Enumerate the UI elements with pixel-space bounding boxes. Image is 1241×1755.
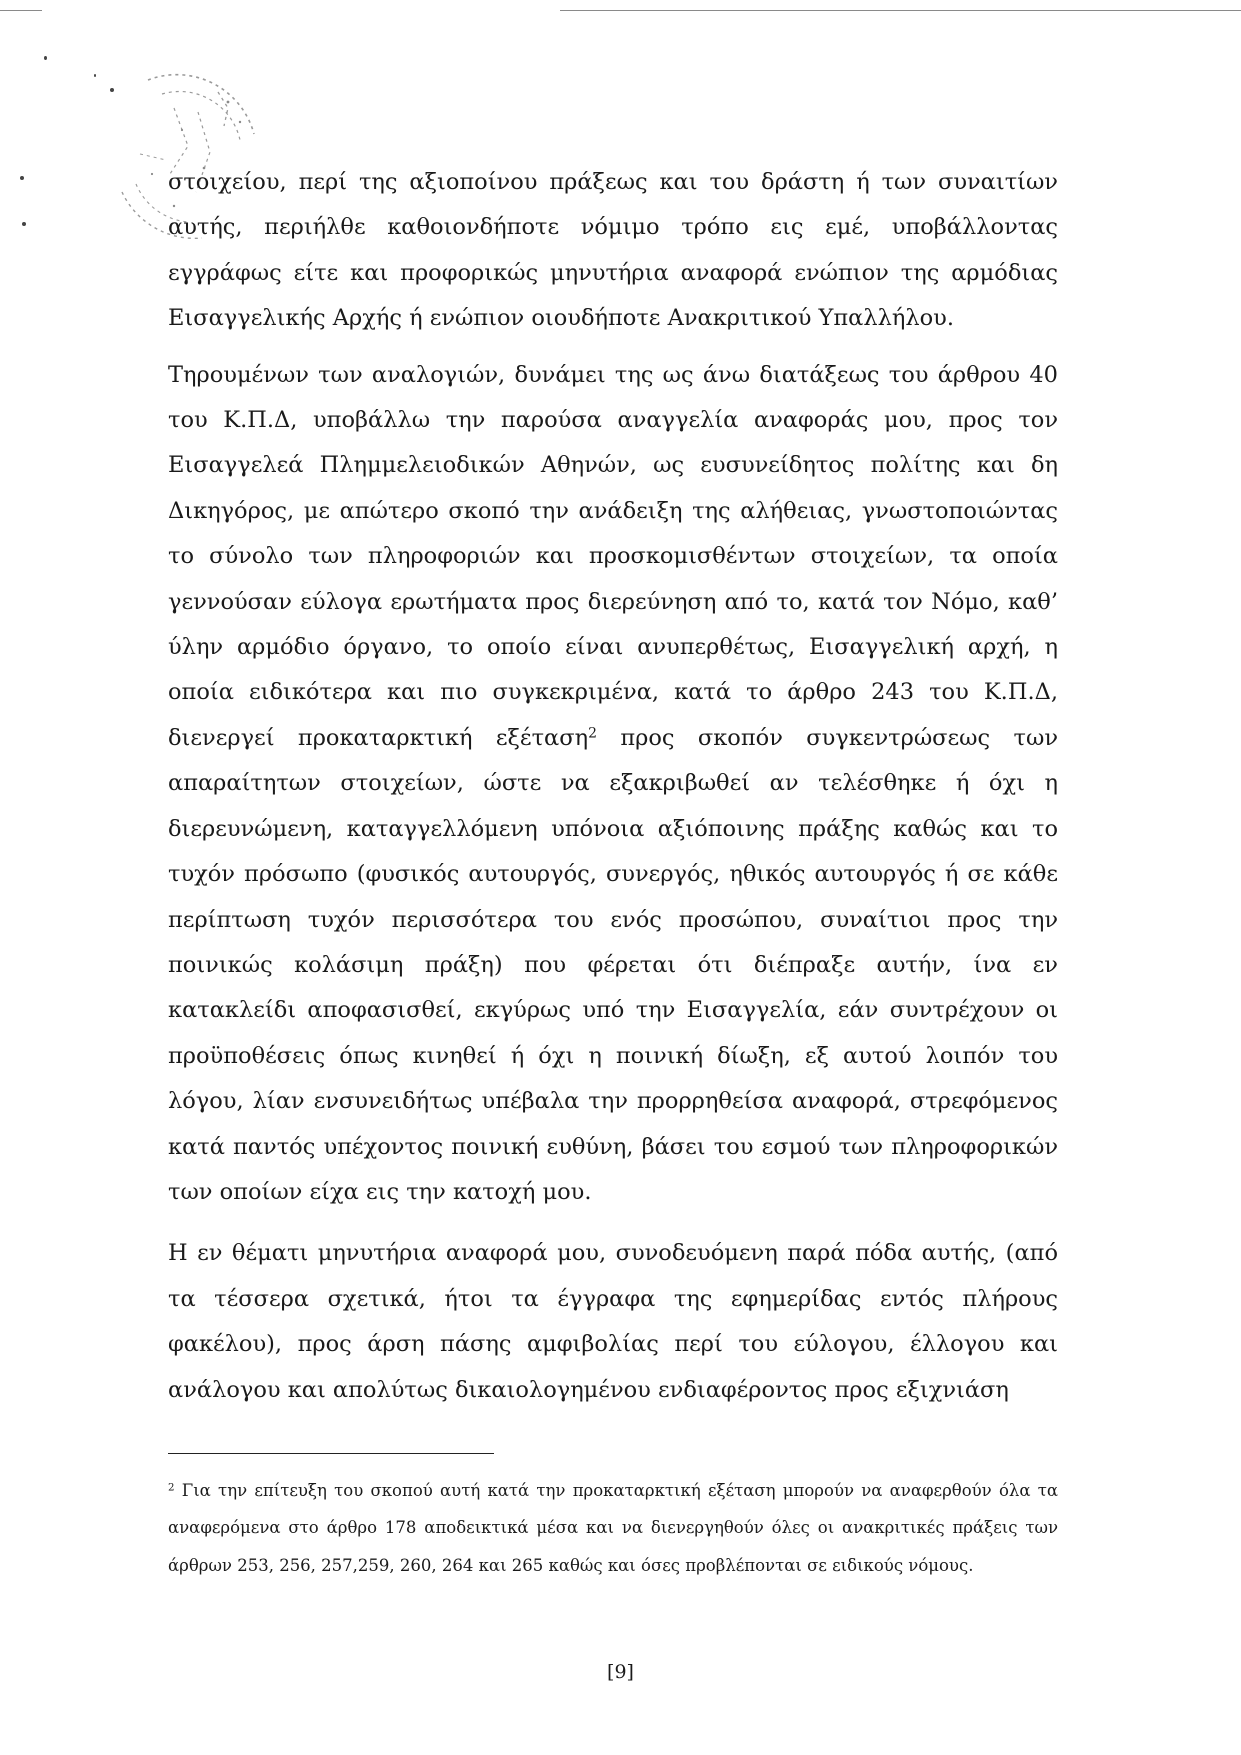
scan-speck [20, 176, 24, 180]
paragraph-2-text-b: προς σκοπόν συγκεντρώσεως των απαραίτητων στοιχείων, ώστε να εξακριβωθεί αν τελέσθηκε ή όχι η διερευνώμενη, καταγγελλόμενη υπόνοια αξιόποινης πράξης καθώς και το τυχόν πρόσωπο (φυσικός αυτουργός, συνεργός, ηθικός αυτουργός ή σε κάθε περίπτωση τυχόν περισσότερα του ενός προσώπου, συναίτιοι προς την ποινικώς κολάσιμη πράξη) που φέρεται ότι διέπραξε αυτήν, ίνα εν κατακλείδι αποφασισθεί, εκγύρως υπό την Εισαγγελία, εάν συντρέχουν οι προϋποθέσεις όπως κινηθεί ή όχι η ποινική δίωξη, εξ αυτού λοιπόν του λόγου, λίαν ενσυνειδήτως υπέβαλα την προρρηθείσα αναφορά, στρεφόμενος κατά παντός υπέχοντος ποινική ευθύνη, βάσει του εσμού των πληροφορικών των οποίων είχα εις την κατοχή μου. [168, 724, 1058, 1205]
paragraph-2 [168, 353, 1058, 1216]
footnote-separator [168, 1453, 494, 1454]
paragraph-1: στοιχείου, περί της αξιοποίνου πράξεως και του δράστη ή των συναιτίων αυτής, περιήλθε καθοιονδήποτε νόμιμο τρόπο εις εμέ, υποβάλλοντας εγγράφως είτε και προφορικώς μηνυτήρια αναφορά ενώπιον της αρμόδιας Εισαγγελικής Αρχής ή ενώπιον οιουδήποτε Ανακριτικού Υπαλλήλου. [168, 169, 1058, 332]
scan-edge-line-left [0, 10, 42, 11]
footnote-marker: 2 [168, 1482, 175, 1494]
footnote-reference[interactable]: 2 [588, 725, 597, 742]
page-number: [9] [607, 1661, 634, 1683]
scan-speck [110, 88, 114, 92]
paragraph-3: Η εν θέματι μηνυτήρια αναφορά μου, συνοδευόμενη παρά πόδα αυτής, (από τα τέσσερα σχετικά, ήτοι τα έγγραφα της εφημερίδας εντός πλήρους φακέλου), προς άρση πάσης αμφιβολίας περί του εύλογου, έλλογου και ανάλογου και απολύτως δικαιολογημένου ενδιαφέροντος προς εξιχνιάση [168, 1240, 1058, 1403]
footnote [168, 1472, 1058, 1584]
document-body [168, 160, 1058, 1413]
scan-speck [22, 222, 26, 226]
footnote-text: Για την επίτευξη του σκοπού αυτή κατά την προκαταρκτική εξέταση μπορούν να αναφερθούν όλα τα αναφερόμενα στο άρθρο 178 αποδεικτικά μέσα και να διενεργηθούν όλες οι ανακριτικές πράξεις των άρθρων 253, 256, 257,259, 260, 264 και 265 καθώς και όσες προβλέπονται σε ειδικούς νόμους. [168, 1481, 1058, 1575]
paragraph-2-text-a: Τηρουμένων των αναλογιών, δυνάμει της ως άνω διατάξεως του άρθρου 40 του Κ.Π.Δ, υποβάλλω την παρούσα αναγγελία αναφοράς μου, προς τον Εισαγγελεά Πλημμελειοδικών Αθηνών, ως ευσυνείδητος πολίτης και δη Δικηγόρος, με απώτερο σκοπό την ανάδειξη της αλήθειας, γνωστοποιώντας το σύνολο των πληροφοριών και προσκομισθέντων στοιχείων, τα οποία γεννούσαν εύλογα ερωτήματα προς διερεύνηση από το, κατά τον Νόμο, καθ’ ύλην αρμόδιο όργανο, το οποίο είναι ανυπερθέτως, Εισαγγελική αρχή, η οποία ειδικότερα και πιο συγκεκριμένα, κατά το άρθρο 243 του Κ.Π.Δ, διενεργεί προκαταρκτική εξέταση [168, 361, 1058, 751]
scan-speck [44, 56, 47, 60]
scan-edge-line-right [560, 10, 1241, 11]
scan-speck [94, 74, 96, 77]
